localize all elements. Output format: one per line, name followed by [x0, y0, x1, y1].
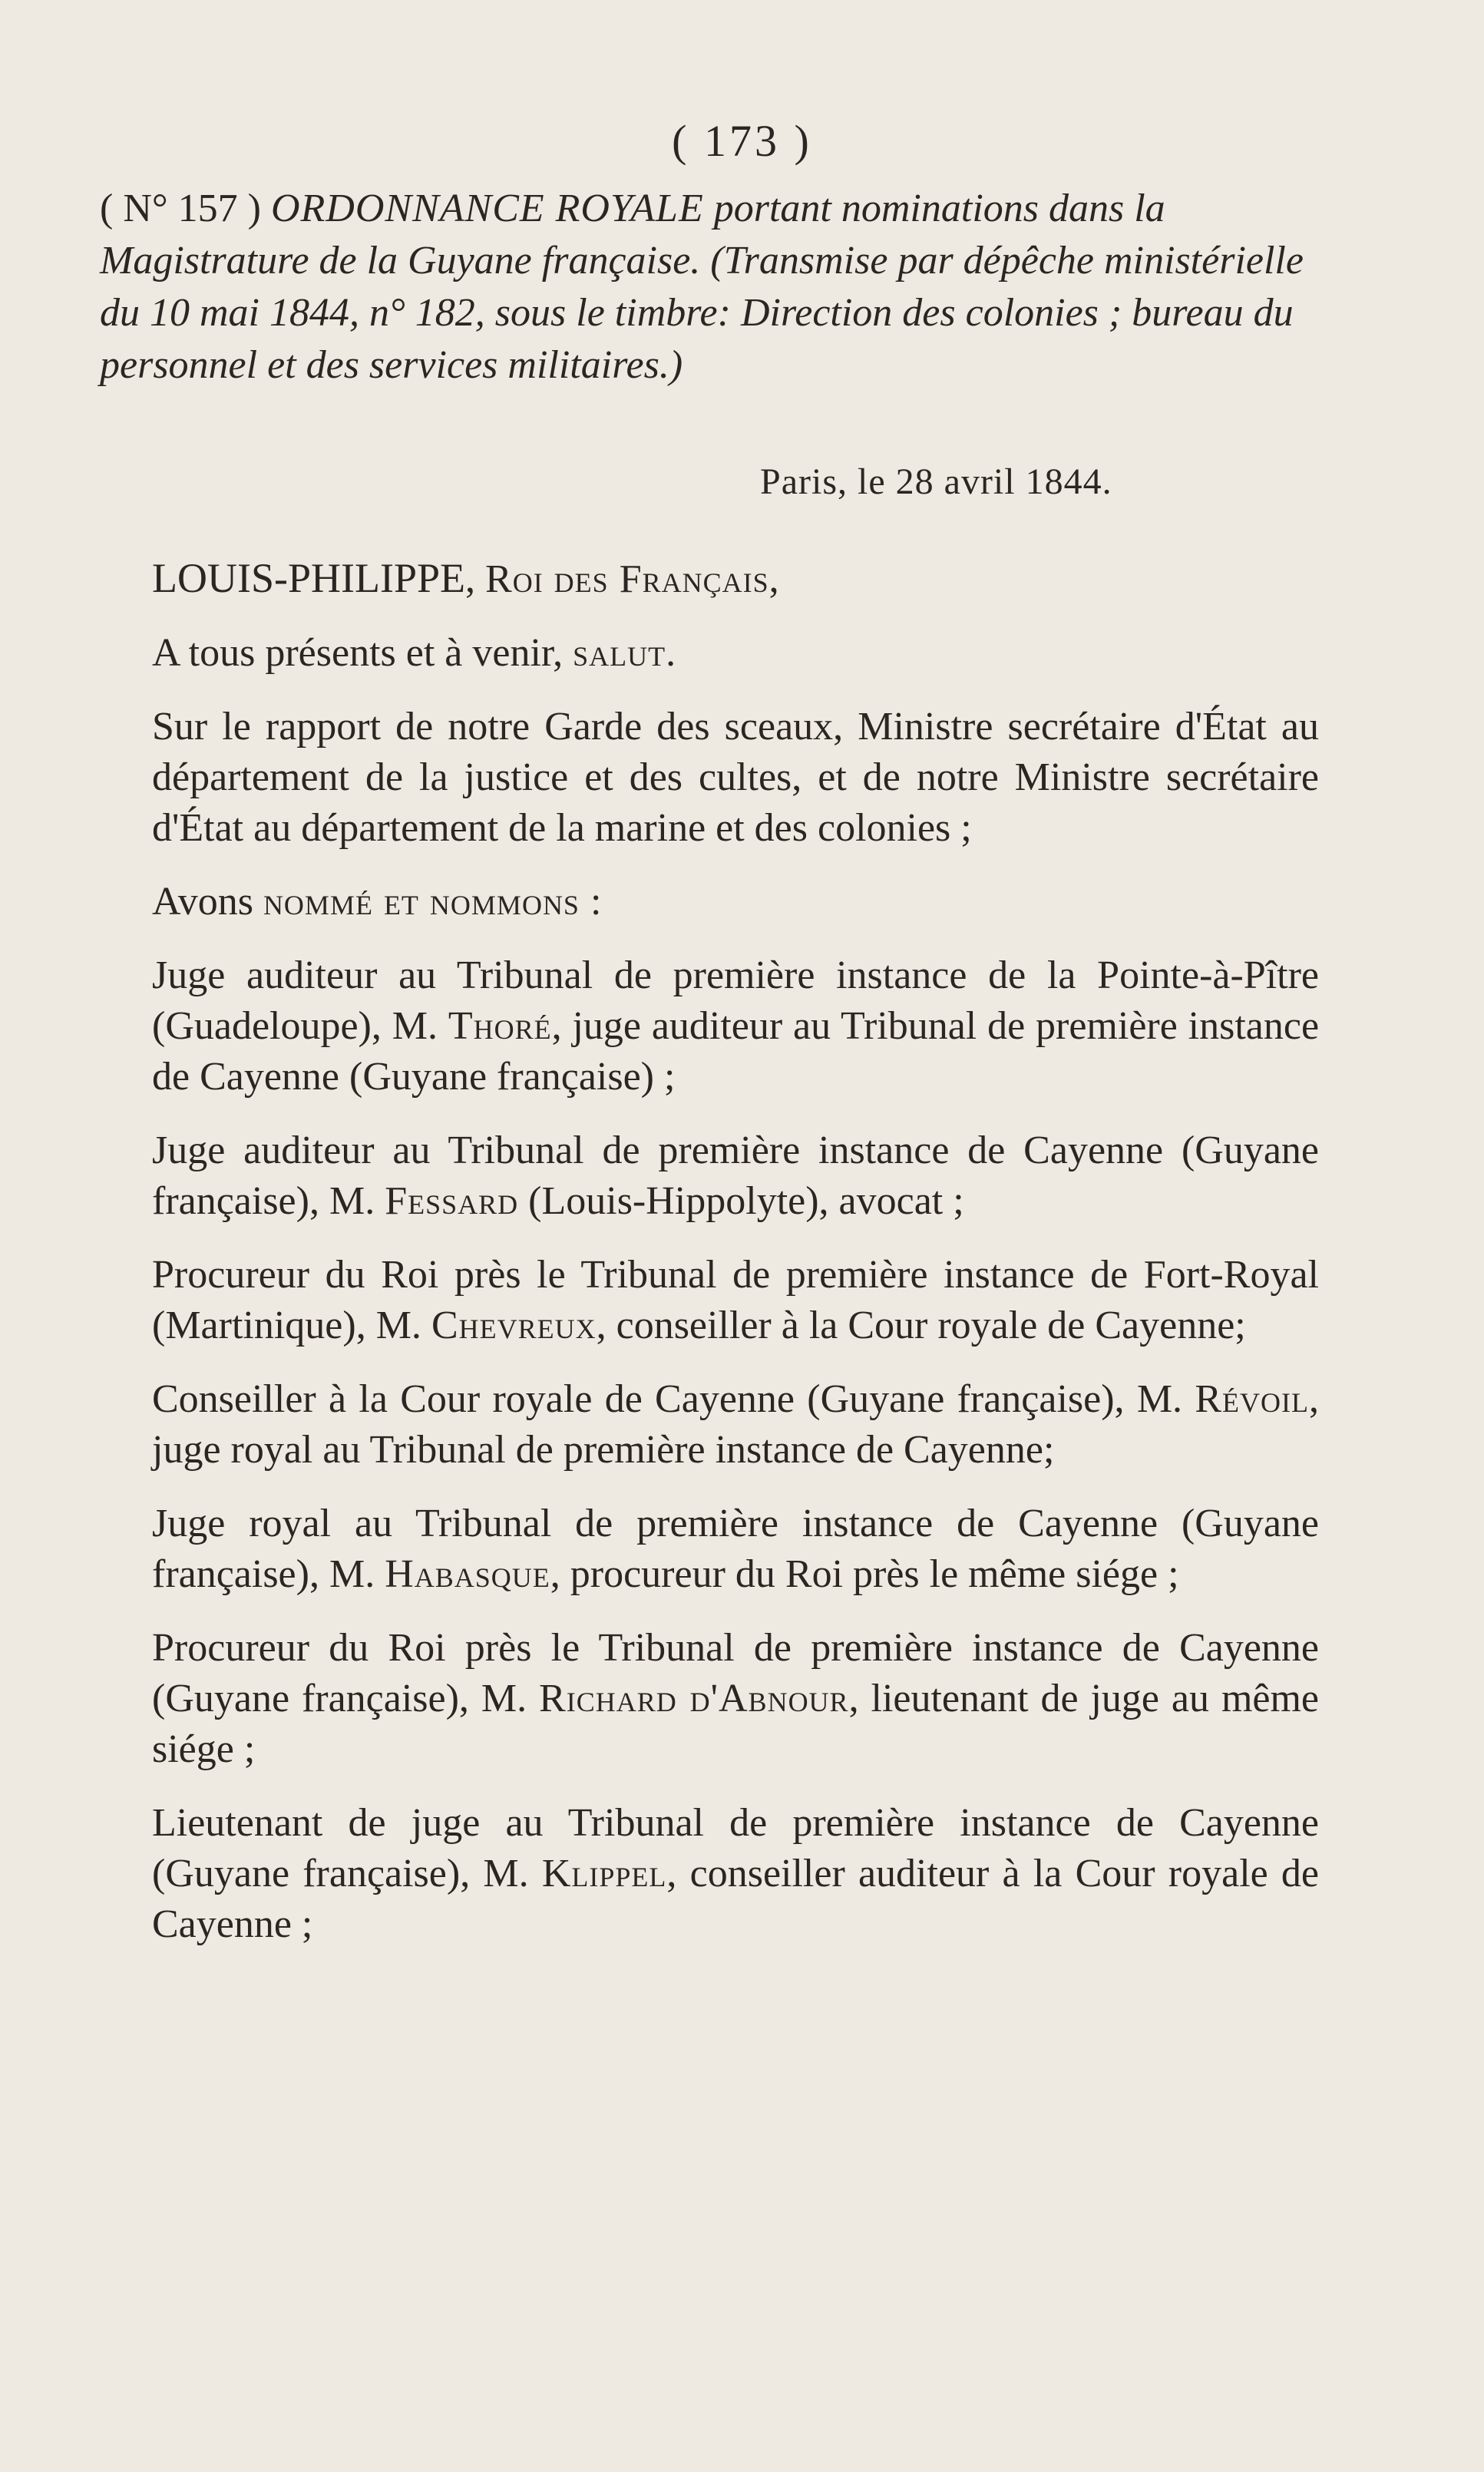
- appointment-item: [152, 1623, 1319, 1775]
- king-name: LOUIS-PHILIPPE: [152, 555, 466, 601]
- appointee-name: Thoré: [448, 1004, 552, 1048]
- appointment-text: Juge auditeur au Tribunal de première instance de la Pointe-à-Pître (Guadeloupe), M.: [152, 953, 1319, 1048]
- appointment-text-after: , juge royal au Tribunal de première instance de Cayenne;: [152, 1377, 1320, 1472]
- appointment-text: Juge royal au Tribunal de première instance de Cayenne (Guyane française), M.: [152, 1502, 1319, 1596]
- appointment-text: Procureur du Roi près le Tribunal de première instance de Fort-Royal (Martinique), M.: [152, 1253, 1319, 1347]
- appointee-name: Fessard: [385, 1179, 519, 1223]
- appointment-text: Lieutenant de juge au Tribunal de première instance de Cayenne (Guyane française), M.: [152, 1801, 1319, 1895]
- king-title: Roi des Français: [485, 557, 769, 601]
- page-number: ( 173 ): [672, 116, 812, 166]
- appointee-name: Chevreux: [431, 1304, 597, 1347]
- appointee-name: Habasque: [385, 1552, 550, 1596]
- king-line: LOUIS-PHILIPPE, Roi des Français,: [152, 555, 779, 601]
- appointment-text: Conseiller à la Cour royale de Cayenne (Guyane française), M.: [152, 1377, 1183, 1421]
- appointee-name: Klippel: [541, 1852, 667, 1895]
- avons-nommons: nommé et nommons :: [263, 880, 603, 924]
- appointment-text-after: , conseiller auditeur à la Cour royale de Cayenne ;: [152, 1852, 1320, 1946]
- appointment-item: [152, 950, 1319, 1102]
- greeting-line: [152, 628, 1319, 679]
- avons-word: Avons: [152, 880, 253, 924]
- appointment-item: [152, 1250, 1319, 1351]
- appointment-item: [152, 1798, 1319, 1950]
- ordinance-header: [100, 183, 1328, 392]
- appointee-name: Richard d'Abnour: [539, 1677, 849, 1720]
- ordinance-number: ( N° 157 ): [100, 187, 261, 230]
- appointment-text-after: , procureur du Roi près le même siége ;: [550, 1552, 1179, 1596]
- appointment-text-after: , lieutenant de juge au même siége ;: [152, 1677, 1319, 1771]
- appointment-text-after: (Louis-Hippolyte), avocat ;: [518, 1179, 964, 1223]
- ordinance-subject: portant nominations dans la Magistrature de la Guyane française. (Transmise par dépêche ministérielle du 10 mai 1844, n° 182, sous le timbre: Direction des colonies ; bureau du personnel et des services militaires.): [100, 187, 1304, 387]
- appointment-item: [152, 1499, 1319, 1600]
- preamble: Sur le rapport de notre Garde des sceaux, Ministre secrétaire d'État au département de la justice et des cultes, et de notre Ministre secrétaire d'État au département de la marine et des colonies ;: [152, 705, 1319, 850]
- ordinance-body: [152, 553, 1319, 1973]
- appointment-item: [152, 1125, 1319, 1227]
- ordinance-title: ORDONNANCE ROYALE: [270, 187, 704, 230]
- greeting: A tous présents et à venir,: [152, 631, 564, 675]
- appointment-text-after: , juge auditeur au Tribunal de première instance de Cayenne (Guyane française) ;: [152, 1004, 1320, 1099]
- appointment-item: [152, 1374, 1319, 1476]
- appointment-text: Procureur du Roi près le Tribunal de première instance de Cayenne (Guyane française), M.: [152, 1626, 1319, 1720]
- dateline: Paris, le 28 avril 1844.: [760, 461, 1112, 502]
- greeting-salut: salut.: [573, 631, 677, 675]
- appointee-name: Révoil: [1195, 1377, 1310, 1421]
- appointment-text: Juge auditeur au Tribunal de première instance de Cayenne (Guyane française), M.: [152, 1129, 1319, 1223]
- appointment-list: [152, 950, 1319, 1950]
- appointment-text-after: , conseiller à la Cour royale de Cayenne;: [596, 1304, 1246, 1347]
- avons-line: [152, 877, 1319, 927]
